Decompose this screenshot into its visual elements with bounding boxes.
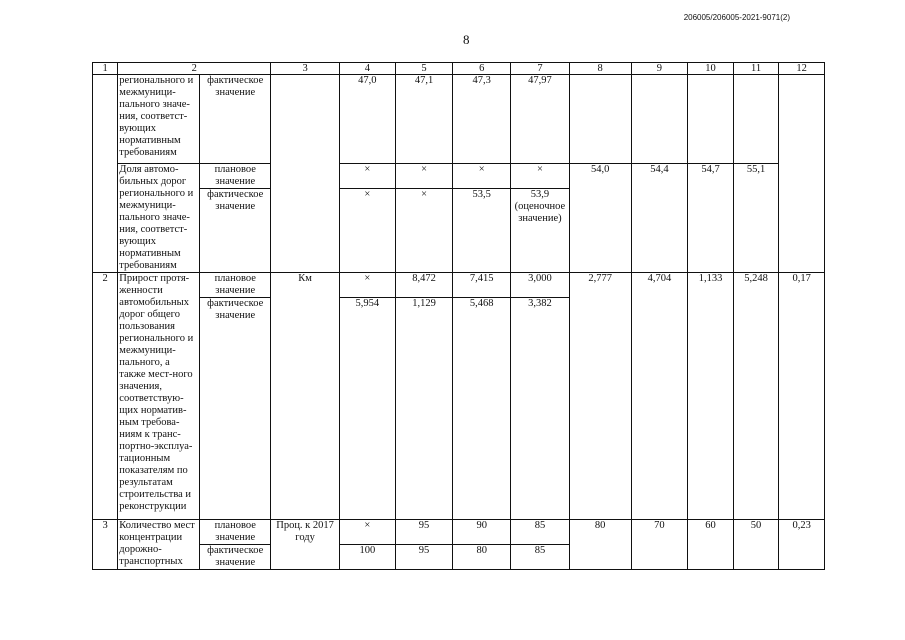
indicator-name: Прирост протя-женности автомобильных дорог общего пользования регионального и межмуници-пального, а также мест-ного значения, соответствую-щих норматив-ным требова-ниям к транс-портно-эксплуа-тационным показателям по результатам строительства и реконструкции <box>118 273 200 520</box>
value-cell <box>631 75 688 164</box>
value-cell: 54,4 <box>631 164 688 273</box>
value-cell: 4,704 <box>631 273 688 520</box>
indicator-table <box>92 62 825 570</box>
value-cell: 95 <box>395 520 453 545</box>
page-number: 8 <box>463 32 470 47</box>
header-cell: 1 <box>93 63 118 75</box>
value-type: плановое значение <box>200 164 271 189</box>
value-cell: 1,133 <box>688 273 734 520</box>
header-cell: 8 <box>569 63 631 75</box>
indicator-name: Доля автомо-бильных дорог регионального и межмуници-пального значе-ния, соответст-вующих нормативным требованиям <box>118 164 200 273</box>
value-cell: 7,415 <box>453 273 511 298</box>
value-cell: 53,9 (оценочное значение) <box>511 189 570 273</box>
value-cell <box>688 75 734 164</box>
unit-cell <box>271 75 340 273</box>
value-cell: 85 <box>511 520 570 545</box>
value-type: плановое значение <box>200 520 271 545</box>
value-cell: 47,97 <box>511 75 570 164</box>
table-row <box>93 75 825 164</box>
value-cell: 85 <box>511 545 570 570</box>
indicator-name: регионального и межмуници-пального значе-ния, соответст-вующих нормативным требованиям <box>118 75 200 164</box>
value-cell: 80 <box>453 545 511 570</box>
value-cell: 55,1 <box>733 164 779 273</box>
value-cell: 3,382 <box>511 298 570 520</box>
value-cell: 54,0 <box>569 164 631 273</box>
header-cell: 12 <box>779 63 825 75</box>
value-cell: × <box>340 520 396 545</box>
value-type: фактическое значение <box>200 298 271 520</box>
value-cell: 8,472 <box>395 273 453 298</box>
value-cell: 53,5 <box>453 189 511 273</box>
table-row <box>93 273 825 298</box>
header-cell: 6 <box>453 63 511 75</box>
header-cell: 3 <box>271 63 340 75</box>
value-cell: 50 <box>733 520 779 570</box>
value-cell: × <box>395 164 453 189</box>
value-cell: 0,23 <box>779 520 825 570</box>
table-row <box>93 520 825 545</box>
value-type: плановое значение <box>200 273 271 298</box>
value-type: фактическое значение <box>200 545 271 570</box>
value-cell: 90 <box>453 520 511 545</box>
header-cell: 7 <box>511 63 570 75</box>
value-cell: 47,1 <box>395 75 453 164</box>
value-cell: 95 <box>395 545 453 570</box>
value-cell: × <box>395 189 453 273</box>
value-cell: 70 <box>631 520 688 570</box>
value-cell: × <box>340 273 396 298</box>
indicator-name: Количество мест концентрации дорожно-транспортных <box>118 520 200 570</box>
row-number: 2 <box>93 273 118 520</box>
value-cell: × <box>453 164 511 189</box>
row-number <box>93 75 118 273</box>
header-cell: 5 <box>395 63 453 75</box>
document-id: 206005/206005-2021-9071(2) <box>683 13 790 22</box>
value-cell: × <box>340 189 396 273</box>
value-cell: 47,3 <box>453 75 511 164</box>
value-cell: 5,248 <box>733 273 779 520</box>
value-cell <box>569 75 631 164</box>
value-cell: × <box>340 164 396 189</box>
header-cell: 9 <box>631 63 688 75</box>
value-cell: 3,000 <box>511 273 570 298</box>
unit-cell: Проц. к 2017 году <box>271 520 340 570</box>
value-type: фактическое значение <box>200 75 271 164</box>
header-cell: 4 <box>340 63 396 75</box>
value-cell: 100 <box>340 545 396 570</box>
value-cell: 5,468 <box>453 298 511 520</box>
value-cell: 80 <box>569 520 631 570</box>
unit-cell: Км <box>271 273 340 520</box>
header-cell: 2 <box>118 63 271 75</box>
header-cell: 10 <box>688 63 734 75</box>
header-row <box>93 63 825 75</box>
value-cell: 60 <box>688 520 734 570</box>
table-row <box>93 164 825 189</box>
value-cell: 47,0 <box>340 75 396 164</box>
value-cell: 54,7 <box>688 164 734 273</box>
value-type: фактическое значение <box>200 189 271 273</box>
row-number: 3 <box>93 520 118 570</box>
value-cell <box>779 75 825 273</box>
value-cell: 1,129 <box>395 298 453 520</box>
header-cell: 11 <box>733 63 779 75</box>
value-cell <box>733 75 779 164</box>
value-cell: 5,954 <box>340 298 396 520</box>
value-cell: × <box>511 164 570 189</box>
value-cell: 2,777 <box>569 273 631 520</box>
value-cell: 0,17 <box>779 273 825 520</box>
